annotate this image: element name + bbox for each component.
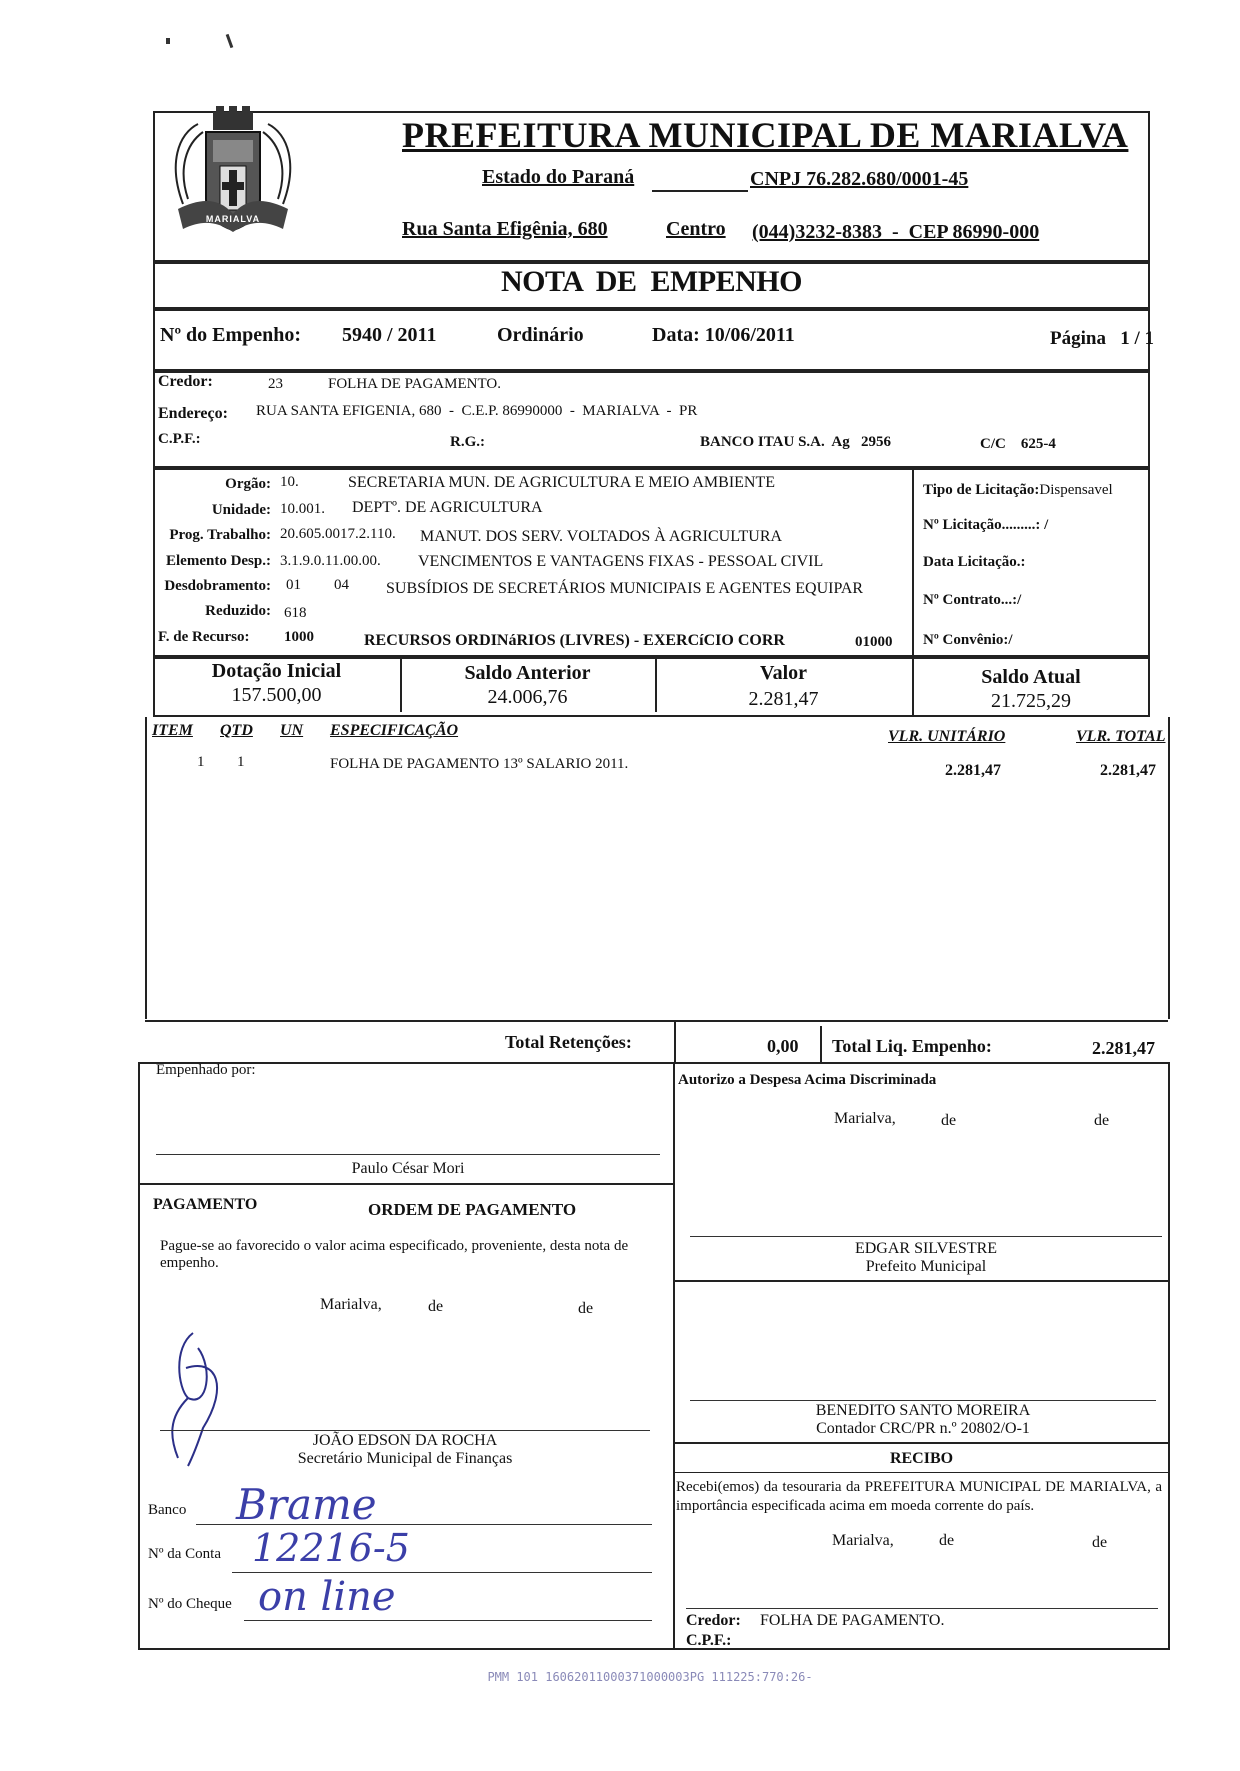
licitacao-date: Data Licitação.: — [923, 554, 1026, 570]
empenhado-por-label: Empenhado por: — [156, 1062, 256, 1078]
row-item: 1 — [197, 754, 205, 770]
municipality-title: PREFEITURA MUNICIPAL DE MARIALVA — [402, 115, 1129, 155]
contador-title: Contador CRC/PR n.º 20802/O-1 — [816, 1420, 1030, 1437]
saldo-anterior-label: Saldo Anterior — [464, 662, 591, 684]
empenho-type: Ordinário — [497, 324, 584, 346]
page-number: Página 1 / 1 — [1050, 328, 1154, 349]
address-label: Endereço: — [158, 405, 228, 422]
row-unit-value: 2.281,47 — [945, 762, 1001, 779]
autorizo-de-1: de — [941, 1112, 957, 1129]
conta-handwritten: 12216-5 — [252, 1526, 410, 1570]
street-address: Rua Santa Efigênia, 680 — [402, 218, 608, 240]
elemento-desc: VENCIMENTOS E VANTAGENS FIXAS - PESSOAL CIVIL — [418, 553, 824, 570]
col-un-header: UN — [280, 722, 304, 739]
scan-mark — [226, 34, 234, 48]
recibo-top-line — [673, 1442, 1170, 1444]
contador-name: BENEDITO SANTO MOREIRA — [815, 1402, 1031, 1419]
saldo-anterior-value: 24.006,76 — [487, 686, 568, 708]
recibo-city: Marialva, — [832, 1532, 894, 1549]
prog-code: 20.605.0017.2.110. — [280, 526, 396, 542]
valor-label: Valor — [759, 662, 808, 684]
rg-label: R.G.: — [450, 434, 485, 450]
elemento-label: Elemento Desp.: — [166, 553, 271, 569]
col-total-header: VLR. TOTAL — [1076, 728, 1166, 745]
recibo-cpf-label: C.P.F.: — [686, 1632, 732, 1649]
state-name: Estado do Paraná — [482, 166, 635, 188]
contrato-number: Nº Contrato...:/ — [923, 592, 1022, 608]
recibo-de-1: de — [939, 1532, 955, 1549]
credor-label: Credor: — [158, 373, 213, 390]
prefeito-name: EDGAR SILVESTRE — [854, 1240, 998, 1257]
empenho-number: 5940 / 2011 — [342, 324, 437, 346]
pagamento-text: Pague-se ao favorecido o valor acima especificado, proveniente, desta nota de empenho. — [160, 1238, 629, 1271]
autorizo-de-2: de — [1094, 1112, 1110, 1129]
valor-value: 2.281,47 — [748, 688, 819, 710]
items-right-border — [1168, 717, 1170, 1019]
liquido-label: Total Liq. Empenho: — [832, 1036, 992, 1056]
prog-desc: MANUT. DOS SERV. VOLTADOS À AGRICULTURA — [420, 528, 783, 545]
table-row — [145, 754, 1168, 778]
secretario-name: JOÃO EDSON DA ROCHA — [312, 1432, 498, 1449]
credor-code: 23 — [268, 376, 283, 392]
ordem-pagamento-label: ORDEM DE PAGAMENTO — [368, 1200, 577, 1219]
empenho-number-label: Nº do Empenho: — [160, 324, 302, 346]
contador-signature-line — [690, 1400, 1156, 1401]
prefeito-bottom-line — [673, 1280, 1170, 1282]
elemento-code: 3.1.9.0.11.00.00. — [280, 553, 381, 569]
row-qtd: 1 — [237, 754, 245, 770]
secretario-title: Secretário Municipal de Finanças — [297, 1450, 513, 1467]
row-total-value: 2.281,47 — [1100, 762, 1156, 779]
coat-of-arms-icon — [158, 104, 308, 254]
prefeito-title: Prefeito Municipal — [865, 1258, 987, 1275]
liquido-value: 2.281,47 — [1092, 1038, 1155, 1058]
cheque-label: Nº do Cheque — [148, 1596, 232, 1612]
orgao-label: Orgão: — [225, 476, 271, 492]
desdobramento-code-2: 04 — [334, 577, 349, 593]
conta-line — [232, 1572, 652, 1573]
recibo-title: RECIBO — [889, 1450, 954, 1467]
col-item-header: ITEM — [152, 722, 193, 739]
reduzido-code: 618 — [284, 605, 307, 621]
document-title: NOTA DE EMPENHO — [501, 265, 802, 298]
convenio-number: Nº Convênio:/ — [923, 632, 1013, 648]
crest-banner-text: MARIALVA — [205, 214, 261, 224]
recurso-label: F. de Recurso: — [158, 629, 250, 645]
desdobramento-label: Desdobramento: — [164, 578, 271, 594]
retencoes-divider-1 — [674, 1020, 676, 1062]
autorizo-city: Marialva, — [834, 1110, 896, 1127]
unidade-code: 10.001. — [280, 501, 325, 517]
address-value: RUA SANTA EFIGENIA, 680 - C.E.P. 86990000 - MARIALVA - PR — [256, 403, 698, 419]
phone-cep: (044)3232-8383 - CEP 86990-000 — [752, 221, 1040, 243]
crest-logo — [158, 104, 308, 254]
col-qtd-header: QTD — [220, 722, 253, 739]
empenho-date: Data: 10/06/2011 — [652, 324, 795, 346]
licitacao-divider — [912, 468, 914, 657]
empenhado-name: Paulo César Mori — [351, 1160, 465, 1177]
recibo-signature-line — [686, 1608, 1158, 1609]
unidade-desc: DEPTº. DE AGRICULTURA — [352, 499, 543, 516]
retencoes-top-line — [145, 1020, 1168, 1022]
account-cc: C/C 625-4 — [980, 436, 1056, 452]
credor-name: FOLHA DE PAGAMENTO. — [328, 376, 501, 392]
banco-label: Banco — [148, 1502, 187, 1518]
retencoes-label: Total Retenções: — [505, 1032, 632, 1052]
pagamento-de-1: de — [428, 1298, 444, 1315]
cnpj: CNPJ 76.282.680/0001-45 — [750, 168, 969, 190]
col-spec-header: ESPECIFICAÇÃO — [330, 722, 459, 739]
unidade-label: Unidade: — [211, 502, 271, 518]
bank-info: BANCO ITAU S.A. Ag 2956 — [700, 434, 891, 450]
cpf-label: C.P.F.: — [158, 431, 201, 447]
prefeito-signature-line — [690, 1236, 1162, 1237]
signature-center-divider — [673, 1062, 675, 1650]
conta-label: Nº da Conta — [148, 1546, 221, 1562]
dotacao-label: Dotação Inicial — [211, 660, 342, 682]
recibo-text: Recebi(emos) da tesouraria da PREFEITURA MUNICIPAL DE MARIALVA, a importância especificada acima em moeda corrente do país. — [676, 1479, 1162, 1514]
pagamento-de-2: de — [578, 1300, 594, 1317]
col-unit-header: VLR. UNITÁRIO — [888, 728, 1006, 745]
recibo-credor-value: FOLHA DE PAGAMENTO. — [760, 1612, 945, 1629]
retencoes-divider-2 — [820, 1026, 822, 1062]
pagamento-label: PAGAMENTO — [153, 1196, 258, 1213]
footer-code: PMM 101 16062011000371000003PG 111225:770:26- — [487, 1670, 813, 1684]
scan-mark — [166, 38, 170, 44]
pagamento-top-line — [138, 1183, 673, 1185]
empenhado-signature-line — [156, 1154, 660, 1155]
pagamento-city: Marialva, — [320, 1296, 382, 1313]
tipo-licitacao-label — [923, 482, 1113, 499]
licitacao-number: Nº Licitação.........: / — [923, 517, 1049, 533]
recurso-code: 1000 — [284, 629, 314, 645]
district: Centro — [666, 218, 726, 240]
recurso-desc: RECURSOS ORDINáRIOS (LIVRES) - EXERCíCIO CORR — [364, 632, 785, 649]
recibo-credor-label: Credor: — [686, 1612, 741, 1629]
desdobramento-desc: SUBSÍDIOS DE SECRETÁRIOS MUNICIPAIS E AGENTES EQUIPAR — [386, 580, 864, 597]
dotacao-value: 157.500,00 — [231, 684, 322, 706]
desdobramento-code-1: 01 — [286, 577, 301, 593]
row-spec: FOLHA DE PAGAMENTO 13º SALARIO 2011. — [330, 756, 629, 772]
recurso-number: 01000 — [855, 634, 893, 650]
orgao-desc: SECRETARIA MUN. DE AGRICULTURA E MEIO AMBIENTE — [348, 474, 776, 491]
state-underline — [652, 190, 748, 192]
autorizo-text: Autorizo a Despesa Acima Discriminada — [678, 1072, 937, 1088]
secretario-signature-line — [160, 1430, 650, 1431]
recibo-title-line — [673, 1472, 1170, 1473]
retencoes-value: 0,00 — [767, 1036, 799, 1056]
prog-label: Prog. Trabalho: — [169, 527, 271, 543]
cheque-line — [244, 1620, 652, 1621]
recibo-de-2: de — [1092, 1534, 1108, 1551]
tipo-licitacao-value: Dispensavel — [1039, 482, 1113, 498]
cheque-handwritten: on line — [258, 1574, 396, 1620]
saldo-atual-label: Saldo Atual — [981, 666, 1081, 688]
orgao-code: 10. — [280, 474, 299, 490]
saldo-atual-value: 21.725,29 — [991, 690, 1071, 712]
tipo-licitacao-key: Tipo de Licitação: — [923, 482, 1040, 498]
banco-handwritten: Brame — [236, 1480, 377, 1529]
reduzido-label: Reduzido: — [205, 603, 271, 619]
